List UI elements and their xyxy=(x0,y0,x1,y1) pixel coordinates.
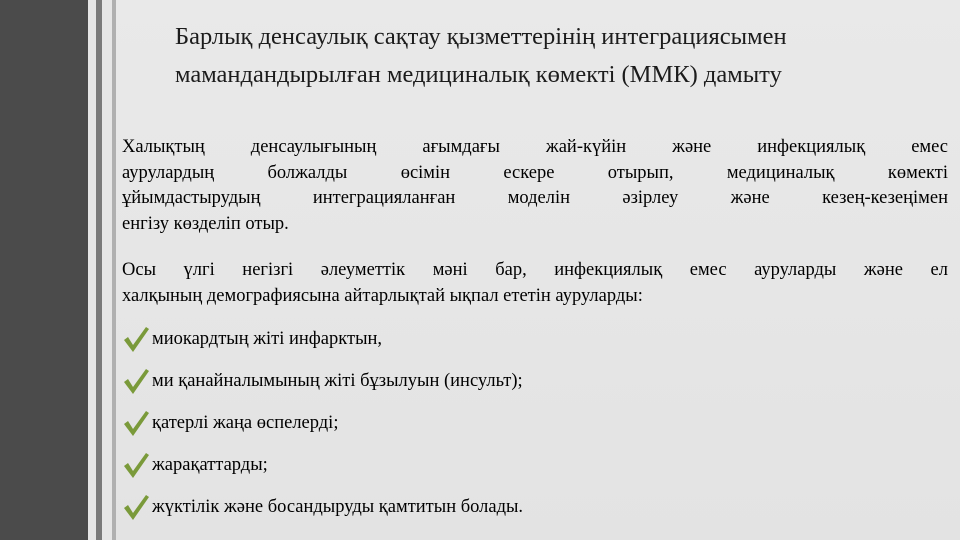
sidebar-light-band xyxy=(112,0,116,540)
slide-title-line: Барлық денсаулық сақтау қызметтерінің интеграциясымен xyxy=(175,23,787,50)
slide-title xyxy=(175,18,915,94)
checkmark-icon xyxy=(122,450,150,480)
bullet-text: миокардтың жіті инфарктын, xyxy=(152,329,383,349)
bullet-item xyxy=(122,318,942,360)
bullet-text: жүктілік және босандыруды қамтитын болады. xyxy=(152,497,524,517)
bullet-item xyxy=(122,402,942,444)
paragraph-line: енгізу көзделіп отыр. xyxy=(122,213,289,234)
checkmark-icon xyxy=(122,324,150,354)
bullet-text: қатерлі жаңа өспелерді; xyxy=(152,413,339,433)
sidebar-gap xyxy=(102,0,112,540)
paragraph-line: Халықтың денсаулығының ағымдағы жай-күйін және инфекциялық емес xyxy=(122,137,948,157)
paragraph-2 xyxy=(122,258,948,309)
checkmark-icon xyxy=(122,366,150,396)
paragraph-1 xyxy=(122,135,948,237)
bullet-item xyxy=(122,444,942,486)
bullet-list xyxy=(122,318,942,528)
paragraph-line: халқының демографиясына айтарлықтай ықпал ететін ауруларды: xyxy=(122,285,643,306)
checkmark-icon xyxy=(122,492,150,522)
bullet-text: ми қанайналымының жіті бұзылуын (инсульт); xyxy=(152,371,523,391)
checkmark-icon xyxy=(122,408,150,438)
paragraph-line: ұйымдастырудың интеграцияланған моделін әзірлеу және кезең-кезеңімен xyxy=(122,188,948,208)
paragraph-line: аурулардың болжалды өсімін ескере отырып, медициналық көмекті xyxy=(122,162,948,183)
sidebar-dark-band xyxy=(0,0,88,540)
sidebar-gap xyxy=(88,0,96,540)
slide-title-line: мамандандырылған медициналық көмекті (ММК) дамыту xyxy=(175,61,782,88)
bullet-item xyxy=(122,360,942,402)
bullet-text: жарақаттарды; xyxy=(152,455,268,475)
bullet-item xyxy=(122,486,942,528)
paragraph-line: Осы үлгі негізгі әлеуметтік мәні бар, инфекциялық емес ауруларды және ел xyxy=(122,260,948,280)
